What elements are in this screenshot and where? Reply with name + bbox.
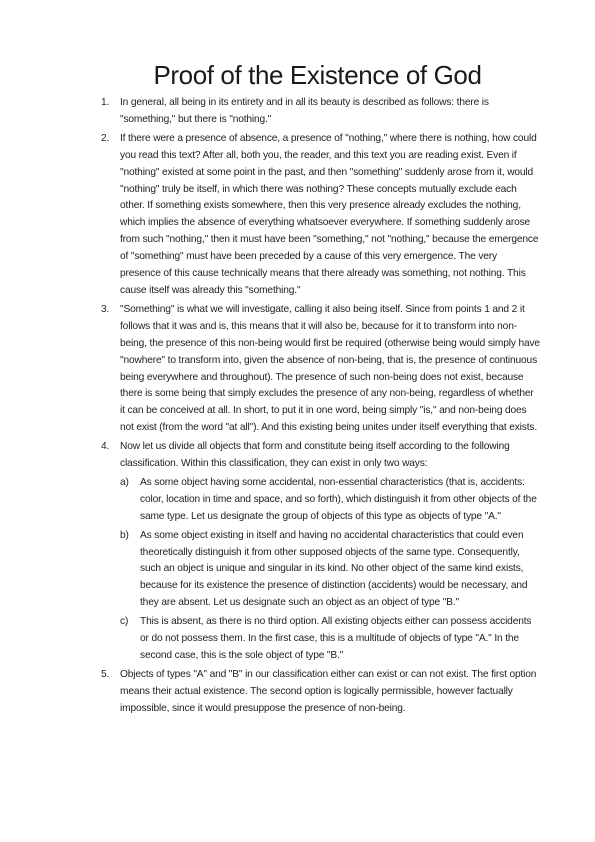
sub-item-text: As some object having some accidental, non-essential characteristics (that is, accidents: color, location in time and space, and so forth), which distinguish it from other objects of the same type. Let us designate the group of objects of this type as objects of type "A." — [140, 476, 537, 522]
list-item — [101, 439, 540, 665]
sub-item-letter: b) — [120, 529, 129, 541]
item-number: 5. — [101, 668, 110, 680]
sub-list-item — [120, 528, 540, 613]
sub-item-letter: a) — [120, 476, 129, 488]
sub-item-text: As some object existing in itself and having no accidental characteristics that could even theoretically distinguish it from other supposed objects of the same type. Consequently, such an object is unique and singular in its kind. No other object of the same kind exists, because for its existence the presence of distinction (accidents) would be necessary, and they are absent. Let us designate such an object as an object of type "B." — [140, 529, 528, 609]
list-item — [101, 302, 540, 437]
item-text: If there were a presence of absence, a presence of "nothing," where there is nothing, how could you read this text? After all, both you, the reader, and this text you are reading exist. Even if "nothing" existed at some point in the past, and then "something" suddenly arose from it, would "nothing" truly be itself, in which there was nothing? These concepts mutually exclude each other. If something exists somewhere, then this very presence already excludes the nothing, which implies the absence of everything whatsoever everywhere. If something suddenly arose from such "nothing," then it must have been "something," not "nothing," because the emergence of "something" must have been preceded by a cause of this very emergence. The very presence of this cause technically means that there already was something, not nothing. This cause itself was already this "something." — [120, 132, 539, 296]
sub-list-item — [120, 475, 540, 526]
numbered-list — [101, 95, 540, 720]
list-item — [101, 131, 540, 300]
sub-item-letter: c) — [120, 616, 129, 628]
sub-item-text: This is absent, as there is no third option. All existing objects either can possess accidents or do not possess them. In the first case, this is a multitude of objects of type "A." In the second case, this is the sole object of type "B." — [140, 616, 532, 661]
sub-list-item — [120, 614, 540, 665]
list-item — [101, 667, 540, 718]
item-text: "Something" is what we will investigate, calling it also being itself. Since from points 1 and 2 it follows that it was and is, this means that it will also be, because for it to transform into non-being, the presence of this non-being would first be required (otherwise being would simply have "nowhere" to transform into, given the absence of non-being, that is, the presence of continuous being everywhere and throughout). The presence of such non-being does not exist, because there is some being that simply excludes the presence of any non-being, regardless of whether it can be conceived at all. In short, to put it in one word, being simply "is," and non-being does not exist (from the word "at all"). And this existing being unites under itself everything that exists. — [120, 303, 540, 434]
item-number: 2. — [101, 132, 110, 144]
item-number: 3. — [101, 303, 110, 315]
item-text: Now let us divide all objects that form and constitute being itself according to the following classification. Within this classification, they can exist in only two ways: — [120, 441, 510, 470]
item-number: 4. — [101, 441, 110, 453]
list-item — [101, 95, 540, 129]
item-number: 1. — [101, 97, 110, 108]
item-text: Objects of types "A" and "B" in our classification either can exist or can not exist. The first option means their actual existence. The second option is logically permissible, however factually impossible, since it would presuppose the presence of non-being. — [120, 668, 537, 714]
sub-list — [120, 475, 540, 665]
document-title: Proof of the Existence of God — [153, 60, 482, 90]
item-text: In general, all being in its entirety and in all its beauty is described as follows: there is "something," but there is "nothing." — [120, 97, 489, 125]
